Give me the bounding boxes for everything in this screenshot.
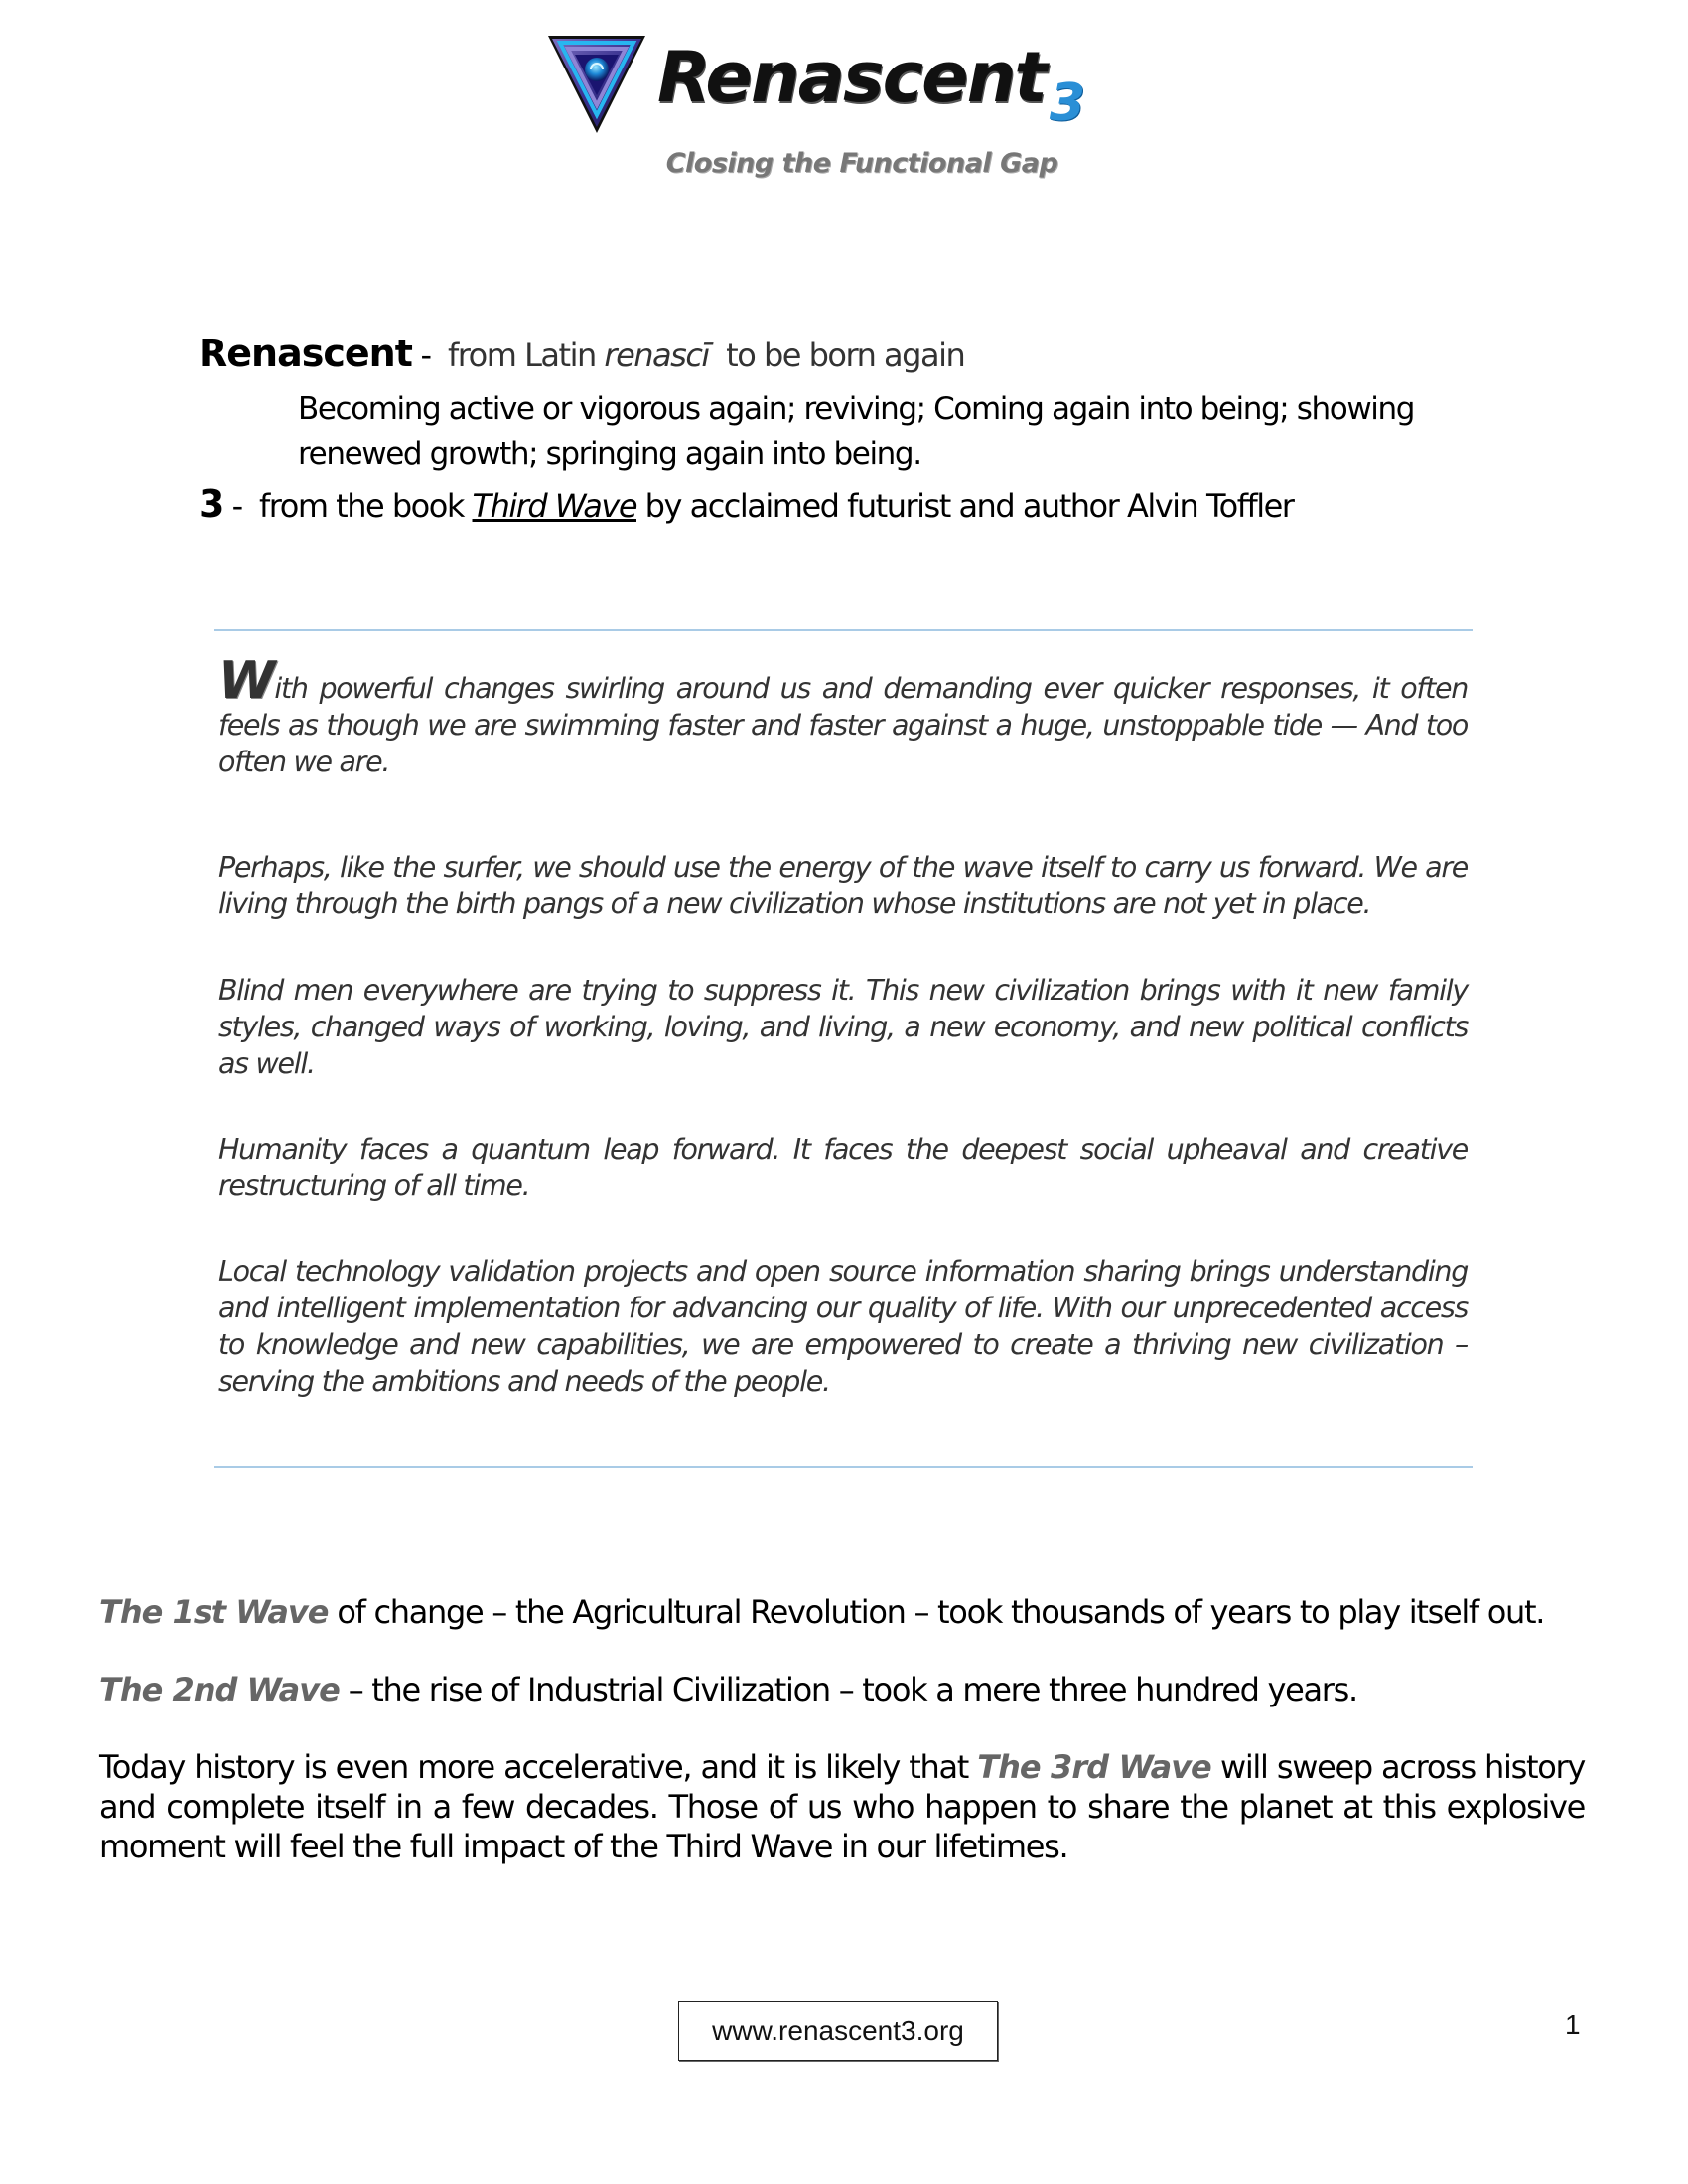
third-wave-prefix: Today history is even more accelerative, and it is likely that — [99, 1748, 978, 1786]
quote-paragraph-4: Humanity faces a quantum leap forward. It faces the deepest social upheaval and creative restructuring of all time. — [218, 1133, 1468, 1202]
logo-row — [544, 30, 1085, 141]
logo-subscript: 3 — [1049, 73, 1086, 133]
book-suffix: by acclaimed futurist and author Alvin Toffler — [636, 487, 1294, 525]
term-separator: - — [411, 337, 448, 374]
origin-suffix: to be born again — [708, 337, 965, 374]
number-definition — [199, 482, 1293, 528]
quote-paragraph-3: Blind men everywhere are trying to suppress it. This new civilization brings with it new family styles, changed ways of working, loving, and living, a new economy, and new political conflicts as well. — [218, 974, 1468, 1080]
definition-number: 3 — [199, 482, 223, 526]
tagline: Closing the Functional Gap — [665, 148, 1058, 179]
first-wave-name: The 1st Wave — [99, 1593, 329, 1631]
page-number: 1 — [1565, 2009, 1581, 2040]
first-wave-text: of change – the Agricultural Revolution – took thousands of years to play itself out. — [328, 1593, 1545, 1631]
definition-meaning-line2: renewed growth; springing again into being. — [298, 436, 921, 472]
definition-heading — [199, 332, 964, 377]
quote-paragraph-1-text: ith powerful changes swirling around us and demanding ever quicker responses, it often feels as though we are swimming faster and faster against a huge, unstoppable tide — And too often we are. — [218, 672, 1468, 778]
triangle-emblem-icon — [544, 30, 649, 137]
second-wave-text: – the rise of Industrial Civilization – took a mere three hundred years. — [339, 1671, 1357, 1708]
origin-prefix: from Latin — [447, 337, 605, 374]
second-wave-name: The 2nd Wave — [99, 1671, 340, 1708]
quote-paragraph-2: Perhaps, like the surfer, we should use the energy of the wave itself to carry us forward. We are living through the birth pangs of a new civilization whose institutions are not yet in place. — [218, 851, 1468, 920]
website-link[interactable]: www.renascent3.org — [678, 2001, 998, 2061]
book-prefix: from the book — [259, 487, 473, 525]
logo — [544, 30, 1180, 189]
logo-wordmark: Renascent — [657, 37, 1046, 118]
definition-term: Renascent — [199, 332, 412, 375]
divider-top — [214, 629, 1473, 631]
third-wave-name: The 3rd Wave — [977, 1748, 1211, 1786]
third-wave-suffix: will sweep across history and complete itself in a few decades. Those of us who happen to share the planet at this explosive moment will feel the full impact of the Third Wave in our lifetimes. — [99, 1748, 1586, 1865]
book-title: Third Wave — [472, 487, 636, 525]
second-wave-line — [99, 1669, 1357, 1710]
third-wave-paragraph — [99, 1747, 1585, 1866]
quote-paragraph-1 — [218, 651, 1468, 780]
divider-bottom — [214, 1466, 1473, 1468]
number-separator: - — [222, 487, 260, 525]
drop-cap: W — [218, 651, 273, 711]
quote-paragraph-5: Local technology validation projects and open source information sharing brings understanding and intelligent implementation for advancing our quality of life. With our unprecedented access to knowledge and new capabilities, we are empowered to create a thriving new civilization – serving the ambitions and needs of the people. — [218, 1255, 1468, 1398]
first-wave-line — [99, 1591, 1544, 1633]
definition-meaning-line1: Becoming active or vigorous again; reviving; Coming again into being; showing — [298, 391, 1415, 427]
origin-word: renascī — [604, 337, 709, 374]
